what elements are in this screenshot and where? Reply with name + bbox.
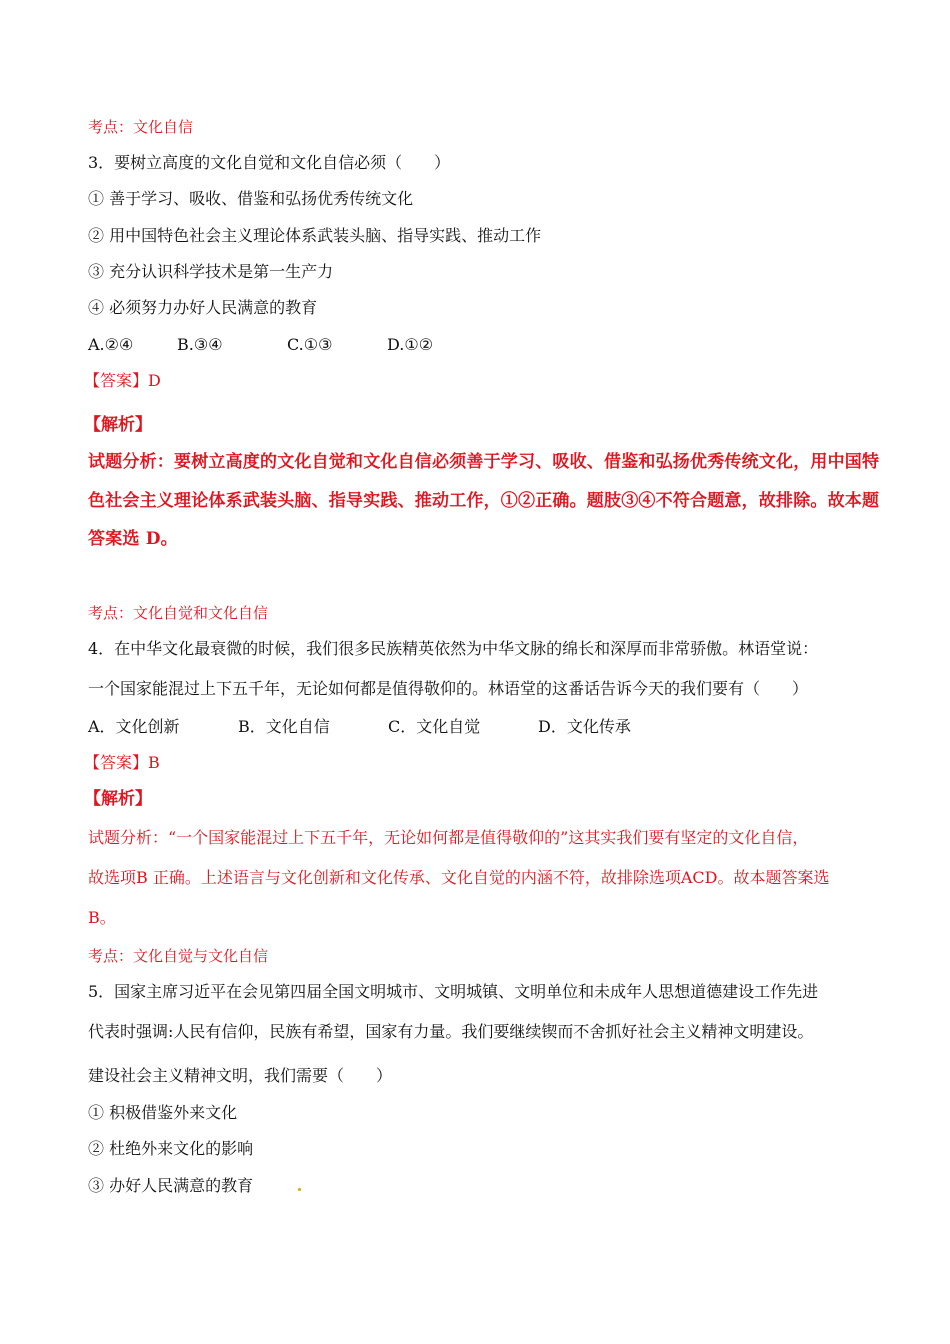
q4-analysis-line-3: B。: [88, 908, 116, 927]
q4-option-b: B．文化自信: [238, 717, 330, 736]
q4-kaodian: 考点：文化自觉与文化自信: [88, 947, 269, 965]
stray-mark: [298, 1188, 301, 1191]
q5-stem-line-3: 建设社会主义精神文明，我们需要（ ）: [88, 1066, 393, 1085]
q3-item-3: ③ 充分认识科学技术是第一生产力: [88, 262, 334, 281]
q4-option-d: D．文化传承: [538, 717, 631, 736]
q4-analysis-line-2: 故选项B 正确。上述语言与文化创新和文化传承、文化自觉的内涵不符，故排除选项ACD。故本题答案选: [88, 868, 830, 887]
q3-option-b: B.③④: [177, 335, 223, 354]
q3-analysis-line-1: 试题分析：要树立高度的文化自觉和文化自信必须善于学习、吸收、借鉴和弘扬优秀传统文化，用中国特: [88, 452, 880, 472]
q5-stem-line-1: 5．国家主席习近平在会见第四届全国文明城市、文明城镇、文明单位和未成年人思想道德建设工作先进: [88, 982, 819, 1001]
q3-item-4: ④ 必须努力办好人民满意的教育: [88, 298, 318, 317]
q5-item-2: ② 杜绝外来文化的影响: [88, 1139, 254, 1158]
q3-item-1: ① 善于学习、吸收、借鉴和弘扬优秀传统文化: [88, 189, 414, 208]
q4-analysis-line-1: 试题分析：“一个国家能混过上下五千年，无论如何都是值得敬仰的”这其实我们要有坚定的文化自信，: [88, 828, 809, 847]
q3-analysis-line-3: 答案选 D。: [88, 529, 178, 549]
q5-stem-line-2: 代表时强调:人民有信仰，民族有希望，国家有力量。我们要继续锲而不舍抓好社会主义精神文明建设。: [88, 1022, 814, 1041]
q3-option-d: D.①②: [387, 335, 434, 354]
q3-item-2: ② 用中国特色社会主义理论体系武装头脑、指导实践、推动工作: [88, 226, 542, 245]
q3-answer: 【答案】D: [84, 371, 161, 390]
q4-answer: 【答案】B: [84, 753, 160, 772]
q3-kaodian: 考点：文化自信: [88, 118, 194, 136]
q4-jiexi-label: 【解析】: [84, 789, 152, 809]
q3-options: [88, 334, 433, 356]
q5-item-3: ③ 办好人民满意的教育: [88, 1176, 254, 1195]
q4-option-a: A．文化创新: [88, 717, 180, 736]
q4-options: [88, 716, 631, 738]
q3-jiexi-label: 【解析】: [84, 415, 152, 435]
q4-stem-line-2: 一个国家能混过上下五千年，无论如何都是值得敬仰的。林语堂的这番话告诉今天的我们要有（ ）: [88, 679, 809, 698]
q3-kaodian-footer: 考点：文化自觉和文化自信: [88, 604, 269, 622]
q5-item-1: ① 积极借鉴外来文化: [88, 1103, 238, 1122]
q4-stem-line-1: 4．在中华文化最衰微的时候，我们很多民族精英依然为中华文脉的绵长和深厚而非常骄傲。林语堂说：: [88, 639, 819, 658]
q3-option-c: C.①③: [287, 335, 333, 354]
q4-option-c: C．文化自觉: [388, 717, 481, 736]
q3-analysis-line-2: 色社会主义理论体系武装头脑、指导实践、推动工作，①②正确。题肢③④不符合题意，故排除。故本题: [88, 491, 880, 511]
q3-stem: 3．要树立高度的文化自觉和文化自信必须（ ）: [88, 153, 451, 172]
q3-option-a: A.②④: [88, 335, 134, 354]
